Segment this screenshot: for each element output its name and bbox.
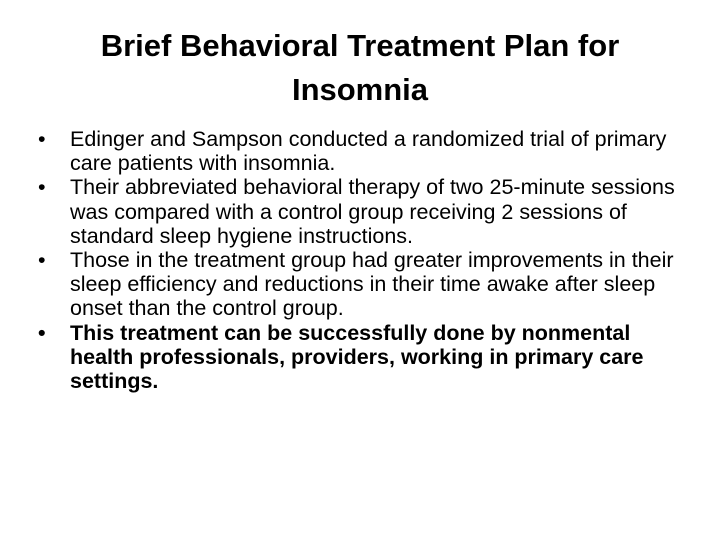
bullet-text: This treatment can be successfully done by nonmental health professionals, providers, working in primary care settings. — [70, 320, 644, 394]
bullet-marker: • — [38, 248, 46, 273]
bullet-text: Their abbreviated behavioral therapy of two 25-minute sessions was compared with a control group receiving 2 sessions of standard sleep hygiene instructions. — [70, 175, 675, 248]
bullet-text: Edinger and Sampson conducted a randomized trial of primary care patients with insomnia. — [70, 127, 667, 176]
bullet-text: Those in the treatment group had greater improvements in their sleep efficiency and reductions in their time awake after sleep onset than the control group. — [70, 248, 674, 321]
slide-title: Brief Behavioral Treatment Plan for Insomnia — [100, 28, 620, 107]
bullet-marker: • — [38, 320, 46, 345]
bullet-list — [38, 127, 690, 393]
bullet-item — [38, 175, 690, 248]
bullet-item — [38, 127, 690, 175]
bullet-marker: • — [38, 127, 46, 151]
bullet-item — [38, 248, 690, 321]
bullet-marker: • — [38, 175, 46, 200]
bullet-item-emphasized — [38, 321, 690, 394]
